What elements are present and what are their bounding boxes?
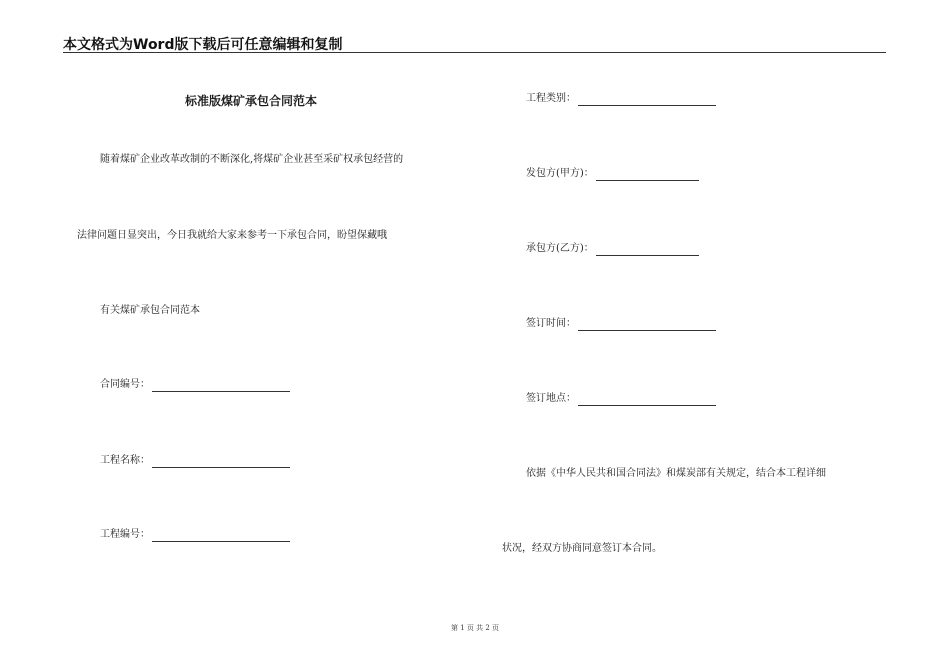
page-number: 第 1 页 共 2 页: [450, 624, 500, 632]
document-title: 标准版煤矿承包合同范本: [185, 94, 318, 108]
document-header-title: 本文格式为Word版下载后可任意编辑和复制: [63, 37, 343, 53]
field-label: 签订时间：: [526, 318, 576, 329]
field-label: 工程编号：: [100, 529, 150, 540]
header-divider: [63, 52, 886, 53]
field-project-category: [526, 92, 716, 106]
field-label: 签订地点：: [526, 393, 576, 404]
intro-paragraph-line-1: 随着煤矿企业改革改制的不断深化,将煤矿企业甚至采矿权承包经营的: [100, 154, 404, 165]
basis-paragraph-line-2: 状况，经双方协商同意签订本合同。: [502, 543, 662, 554]
field-blank-line: [152, 530, 290, 542]
field-label: 合同编号：: [100, 379, 150, 390]
section-subtitle: 有关煤矿承包合同范本: [100, 305, 200, 316]
field-blank-line: [152, 380, 290, 392]
field-party-a: [526, 167, 699, 181]
field-blank-line: [152, 456, 290, 468]
field-blank-line: [578, 319, 716, 331]
field-party-b: [526, 242, 699, 256]
field-signing-place: [526, 392, 716, 406]
field-blank-line: [578, 394, 716, 406]
field-blank-line: [596, 244, 699, 256]
basis-paragraph-line-1: 依据《中华人民共和国合同法》和煤炭部有关规定，结合本工程详细: [526, 468, 826, 479]
field-project-name: [100, 454, 290, 468]
field-blank-line: [578, 94, 716, 106]
field-project-number: [100, 528, 290, 542]
field-label: 工程名称：: [100, 455, 150, 466]
field-contract-number: [100, 378, 290, 392]
field-label: 承包方(乙方)：: [526, 243, 594, 254]
field-label: 发包方(甲方)：: [526, 168, 594, 179]
field-signing-date: [526, 317, 716, 331]
field-label: 工程类别：: [526, 93, 576, 104]
field-blank-line: [596, 169, 699, 181]
intro-paragraph-line-2: 法律问题日显突出，今日我就给大家来参考一下承包合同，盼望保藏哦: [77, 230, 387, 241]
